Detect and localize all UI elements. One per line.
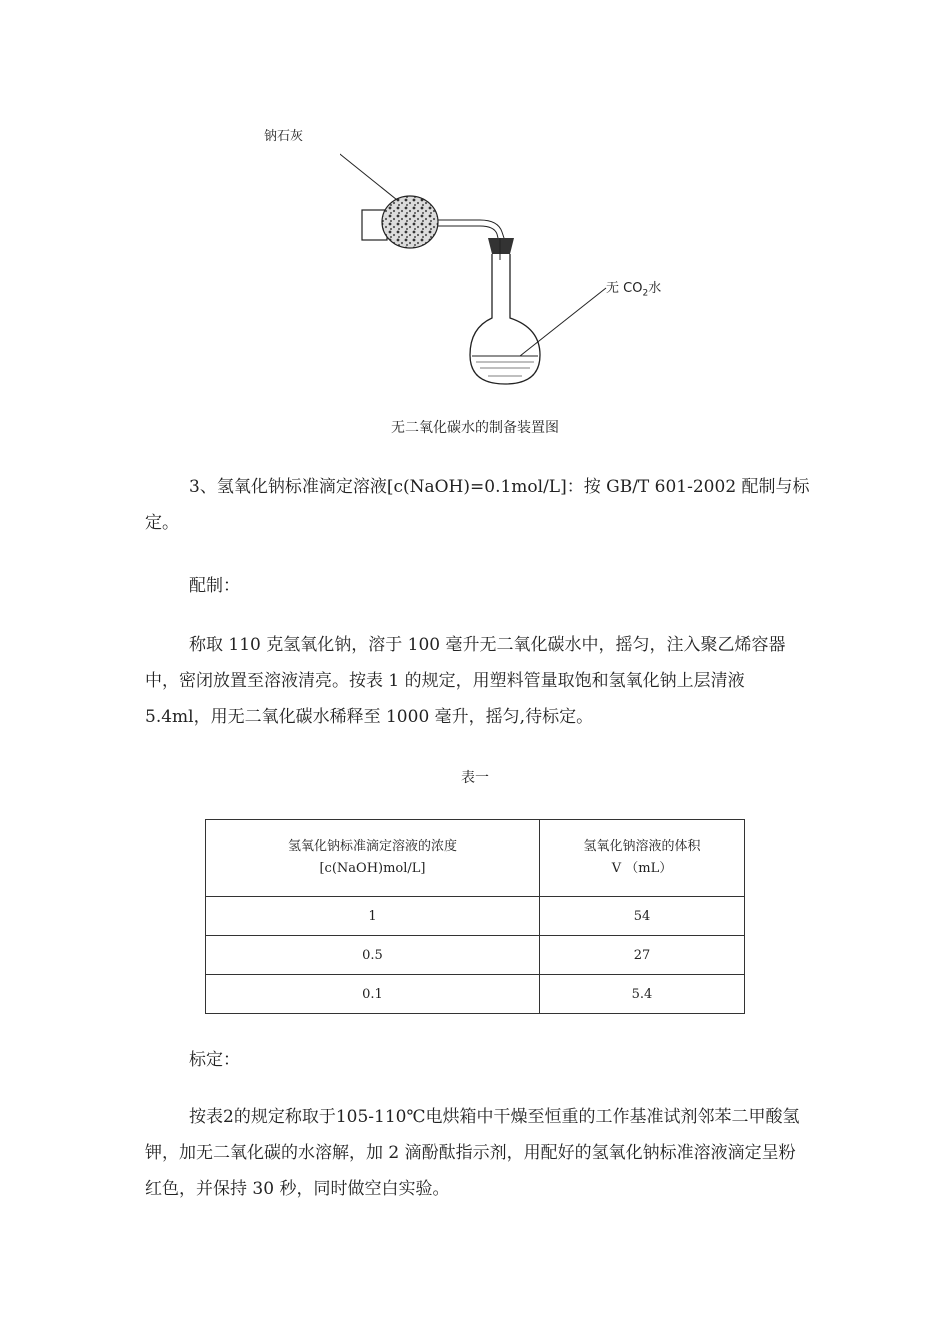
apparatus-diagram (340, 110, 700, 400)
cell-volume: 5.4 (540, 975, 745, 1014)
stopper-icon (488, 238, 514, 254)
prep-heading: 配制： (189, 576, 240, 596)
water-label-subscript: 2 (642, 288, 649, 299)
cell-concentration: 1 (206, 897, 540, 936)
prep-paragraph: 称取 110 克氢氧化钠，溶于 100 毫升无二氧化碳水中，摇匀，注入聚乙烯容器中，密闭放置至溶液清亮。按表 1 的规定，用塑料管量取饱和氢氧化钠上层清液 5.4ml，用无二氧化碳水稀释至 1000 毫升，摇匀,待标定。 (145, 635, 786, 727)
concentration-table (205, 819, 745, 1014)
volumetric-flask-icon (470, 238, 540, 384)
water-leader-line (520, 288, 606, 356)
cell-concentration: 0.5 (206, 936, 540, 975)
table-title: 表一 (461, 770, 489, 786)
section-3-paragraph: 3、氢氧化钠标准滴定溶液[c(NaOH)=0.1mol/L]：按 GB/T 601-2002 配制与标定。 (145, 477, 810, 533)
header-volume (540, 820, 745, 897)
header-concentration-line1: 氢氧化钠标准滴定溶液的浓度 (287, 839, 457, 854)
drying-tube-icon (362, 196, 504, 248)
water-label-suffix: 水 (648, 281, 662, 296)
calib-paragraph: 按表2的规定称取于105-110℃电烘箱中干燥至恒重的工作基准试剂邻苯二甲酸氢钾，加无二氧化碳的水溶解，加 2 滴酚酞指示剂，用配好的氢氧化钠标准溶液滴定呈粉红色，并保持 30 秒，同时做空白实验。 (145, 1107, 800, 1199)
cell-volume: 54 (540, 897, 745, 936)
table-row (206, 897, 745, 936)
header-volume-line1: 氢氧化钠溶液的体积 (583, 839, 701, 854)
apparatus-figure (264, 110, 700, 400)
header-volume-line2: V （mL） (611, 861, 673, 876)
figure-caption: 无二氧化碳水的制备装置图 (391, 420, 559, 436)
absorbent-label: 钠石灰 (264, 129, 304, 144)
cell-concentration: 0.1 (206, 975, 540, 1014)
table-row (206, 936, 745, 975)
table-row (206, 975, 745, 1014)
calib-heading: 标定： (189, 1050, 240, 1070)
water-label-prefix: 无 CO (606, 281, 643, 296)
cell-volume: 27 (540, 936, 745, 975)
header-concentration (206, 820, 540, 897)
header-concentration-line2: [c(NaOH)mol/L] (319, 861, 426, 876)
co2-free-water-label (606, 277, 661, 299)
table-header-row (206, 820, 745, 897)
